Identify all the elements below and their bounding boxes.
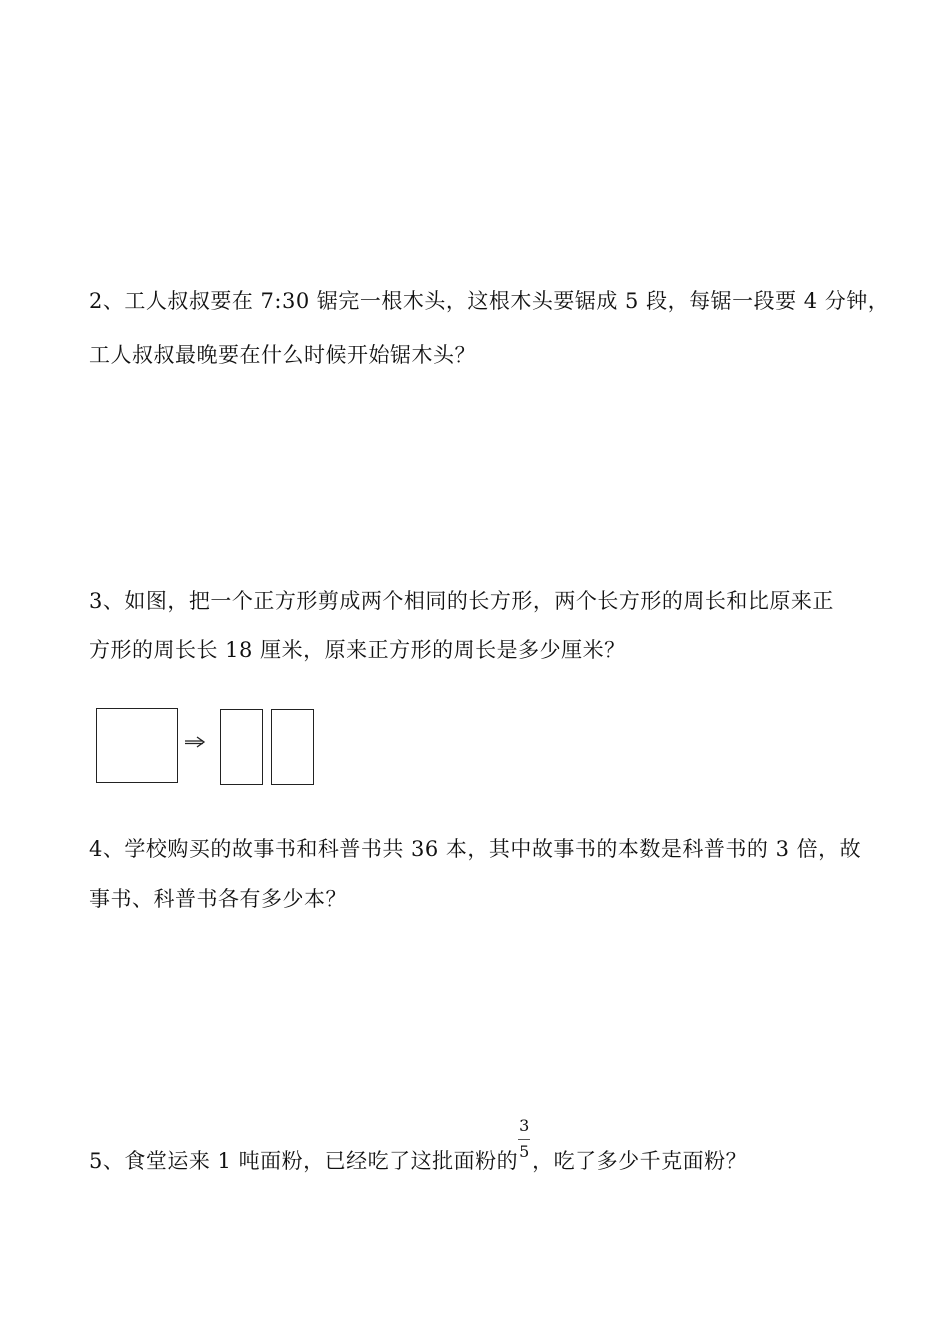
question-5-line-1: [89, 1116, 748, 1175]
square-cut-figure: [95, 706, 325, 790]
question-5-text-after-fraction: ，吃了多少千克面粉？: [532, 1149, 748, 1173]
question-2-line-2: 工人叔叔最晚要在什么时候开始锯木头？: [89, 343, 476, 367]
original-square: [96, 708, 178, 783]
fraction-denominator: 5: [519, 1142, 530, 1161]
question-4-line-2: 事书、科普书各有多少本？: [89, 887, 347, 911]
question-4-line-1: 4、学校购买的故事书和科普书共 36 本，其中故事书的本数是科普书的 3 倍，故: [89, 837, 862, 861]
question-3-line-1: 3、如图，把一个正方形剪成两个相同的长方形，两个长方形的周长和比原来正: [89, 589, 834, 613]
fraction-bar: [518, 1139, 530, 1140]
right-arrow-icon: [183, 732, 207, 752]
fraction-numerator: 3: [519, 1116, 530, 1135]
fraction-three-fifths: [518, 1116, 532, 1175]
question-5-text-before-fraction: 5、食堂运来 1 吨面粉，已经吃了这批面粉的: [89, 1149, 519, 1173]
question-2-line-1: 2、工人叔叔要在 7:30 锯完一根木头，这根木头要锯成 5 段，每锯一段要 4 分钟，: [89, 289, 890, 313]
question-3-line-2: 方形的周长长 18 厘米，原来正方形的周长是多少厘米？: [89, 638, 626, 662]
rectangle-half-left: [220, 709, 263, 785]
rectangle-half-right: [271, 709, 314, 785]
